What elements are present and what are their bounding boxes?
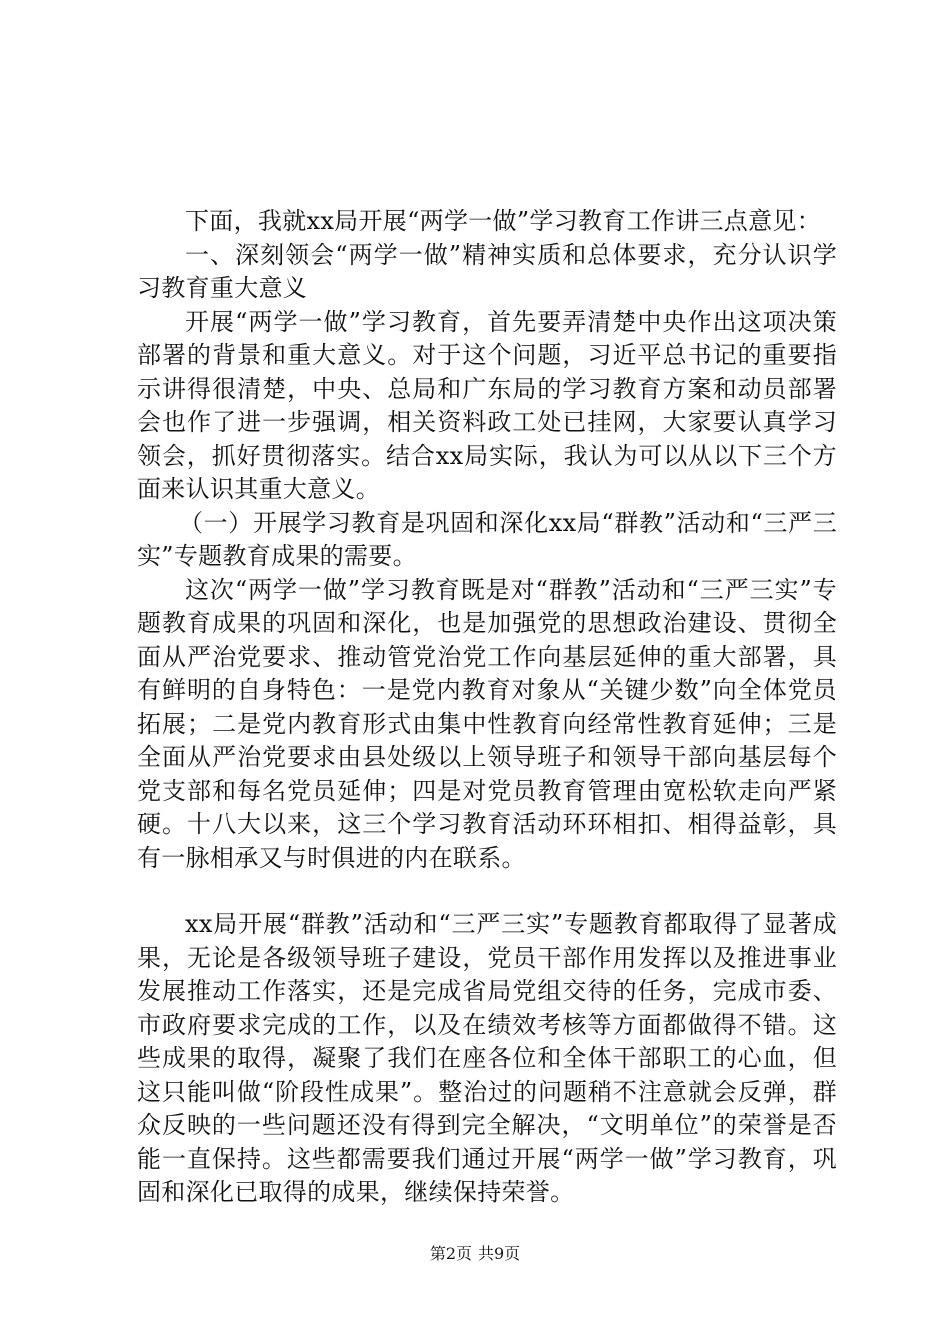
body-paragraph: xx局开展“群教”活动和“三严三实”专题教育都取得了显著成果，无论是各级领导班子建设，党员干部作用发挥以及推进事业发展推动工作落实，还是完成省局党组交待的任务，完成市委、市政府要求完成的工作，以及在绩效考核等方面都做得不错。这些成果的取得，凝聚了我们在座各位和全体干部职工的心血，但这只能叫做“阶段性成果”。整治过的问题稍不注意就会反弹，群众反映的一些问题还没有得到完全解决，“文明单位”的荣誉是否能一直保持。这些都需要我们通过开展“两学一做”学习教育，巩固和深化已取得的成果，继续保持荣誉。 — [137, 910, 837, 1206]
page-footer — [0, 1244, 950, 1264]
body-paragraph: 开展“两学一做”学习教育，首先要弄清楚中央作出这项决策部署的背景和重大意义。对于这个问题，习近平总书记的重要指示讲得很清楚，中央、总局和广东局的学习教育方案和动员部署会也作了进一步强调，相关资料政工处已挂网，大家要认真学习领会，抓好贯彻落实。结合xx局实际，我认为可以从以下三个方面来认识其重大意义。 — [137, 307, 837, 503]
page-total: 共9页 — [478, 1244, 521, 1263]
section-heading-1: 一、深刻领会“两学一做”精神实质和总体要求，充分认识学习教育重大意义 — [137, 240, 837, 302]
body-paragraph: 这次“两学一做”学习教育既是对“群教”活动和“三严三实”专题教育成果的巩固和深化，也是加强党的思想政治建设、贯彻全面从严治党要求、推动管党治党工作向基层延伸的重大部署，具有鲜明的自身特色：一是党内教育对象从“关键少数”向全体党员拓展；二是党内教育形式由集中性教育向经常性教育延伸；三是全面从严治党要求由县处级以上领导班子和领导干部向基层每个党支部和每名党员延伸；四是对党员教育管理由宽松软走向严紧硬。十八大以来，这三个学习教育活动环环相扣、相得益彰，具有一脉相承又与时俱进的内在联系。 — [137, 575, 837, 872]
page-number: 第2页 — [429, 1244, 472, 1263]
intro-paragraph: 下面，我就xx局开展“两学一做”学习教育工作讲三点意见： — [185, 207, 822, 235]
subsection-heading-1: （一）开展学习教育是巩固和深化xx局“群教”活动和“三严三实”专题教育成果的需要。 — [137, 508, 837, 570]
document-body — [137, 205, 837, 1210]
